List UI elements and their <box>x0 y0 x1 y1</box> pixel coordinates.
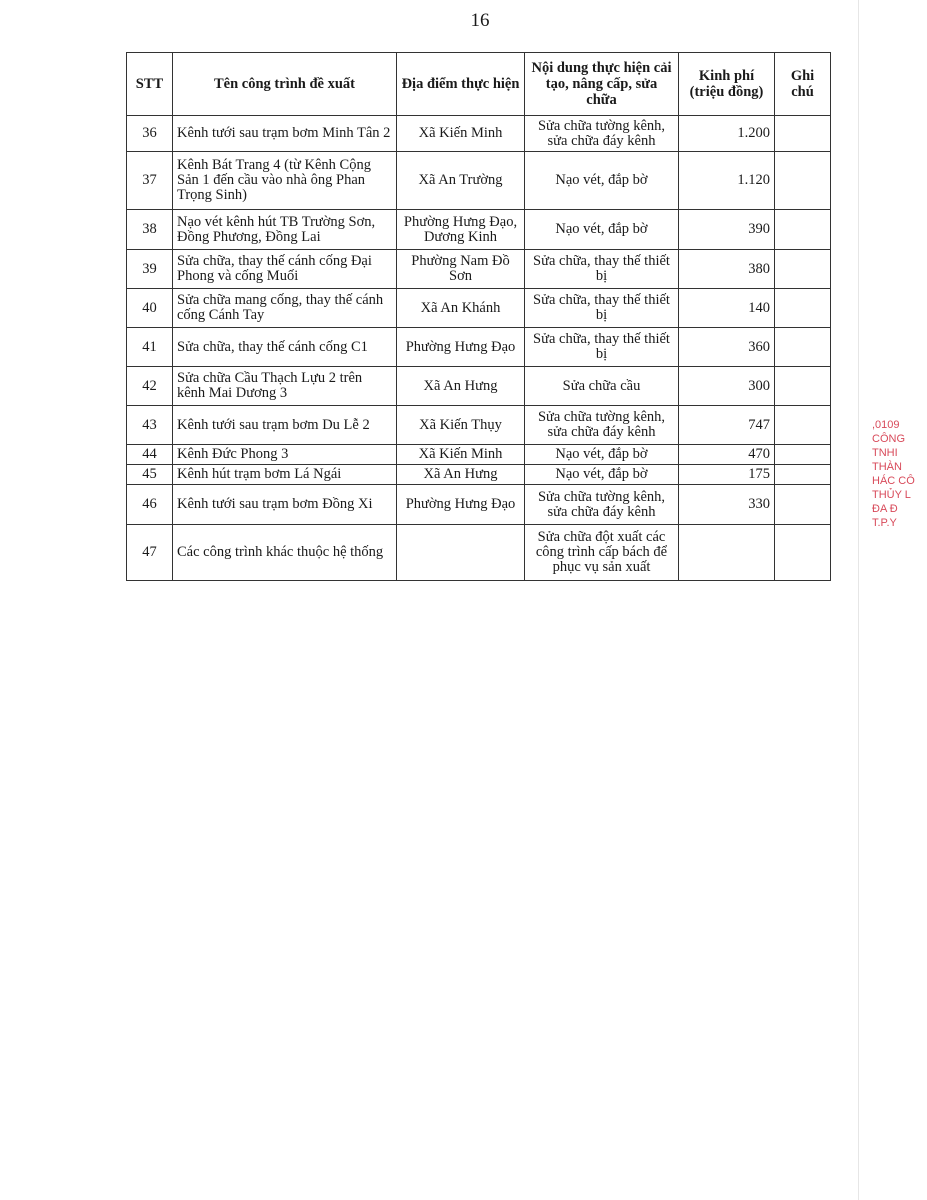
cell-location: Phường Hưng Đạo, Dương Kinh <box>397 210 525 250</box>
cell-name: Các công trình khác thuộc hệ thống <box>173 525 397 581</box>
cell-name: Kênh hút trạm bơm Lá Ngái <box>173 465 397 485</box>
cell-content: Sửa chữa đột xuất các công trình cấp bách để phục vụ sản xuất <box>525 525 679 581</box>
cell-cost: 747 <box>679 406 775 445</box>
cell-cost: 360 <box>679 328 775 367</box>
cell-content: Sửa chữa, thay thế thiết bị <box>525 250 679 289</box>
cell-note <box>775 406 831 445</box>
cell-name: Sửa chữa, thay thế cánh cống Đại Phong và cống Muối <box>173 250 397 289</box>
table-row <box>127 289 831 328</box>
cell-content: Sửa chữa cầu <box>525 367 679 406</box>
table-row <box>127 485 831 525</box>
cell-note <box>775 250 831 289</box>
table-row <box>127 367 831 406</box>
cell-content: Sửa chữa, thay thế thiết bị <box>525 328 679 367</box>
cell-location: Xã Kiến Thụy <box>397 406 525 445</box>
cell-location: Phường Hưng Đạo <box>397 485 525 525</box>
cell-note <box>775 485 831 525</box>
table-row <box>127 445 831 465</box>
cell-location: Xã An Hưng <box>397 465 525 485</box>
table-row <box>127 465 831 485</box>
cell-name: Kênh tưới sau trạm bơm Du Lễ 2 <box>173 406 397 445</box>
cell-name: Sửa chữa Cầu Thạch Lựu 2 trên kênh Mai Dương 3 <box>173 367 397 406</box>
table-row <box>127 328 831 367</box>
cell-stt: 45 <box>127 465 173 485</box>
header-cost: Kinh phí (triệu đồng) <box>679 53 775 116</box>
cell-stt: 42 <box>127 367 173 406</box>
cell-note <box>775 367 831 406</box>
cell-note <box>775 289 831 328</box>
cell-note <box>775 116 831 152</box>
cell-content: Sửa chữa, thay thế thiết bị <box>525 289 679 328</box>
cell-note <box>775 210 831 250</box>
table-row <box>127 210 831 250</box>
cell-content: Sửa chữa tường kênh, sửa chữa đáy kênh <box>525 485 679 525</box>
header-stt: STT <box>127 53 173 116</box>
cell-location: Xã An Khánh <box>397 289 525 328</box>
page-edge-line <box>858 0 859 1200</box>
cell-location: Xã An Trường <box>397 152 525 210</box>
cell-name: Kênh tưới sau trạm bơm Minh Tân 2 <box>173 116 397 152</box>
cell-location: Phường Hưng Đạo <box>397 328 525 367</box>
cell-stt: 46 <box>127 485 173 525</box>
cell-stt: 36 <box>127 116 173 152</box>
cell-name: Kênh Đức Phong 3 <box>173 445 397 465</box>
cell-cost <box>679 525 775 581</box>
cell-note <box>775 445 831 465</box>
cell-name: Sửa chữa, thay thế cánh cống C1 <box>173 328 397 367</box>
cell-stt: 39 <box>127 250 173 289</box>
table-row <box>127 116 831 152</box>
table-header-row <box>127 53 831 116</box>
cell-note <box>775 465 831 485</box>
header-location: Địa điểm thực hiện <box>397 53 525 116</box>
cell-note <box>775 328 831 367</box>
cell-cost: 1.120 <box>679 152 775 210</box>
cell-content: Sửa chữa tường kênh, sửa chữa đáy kênh <box>525 116 679 152</box>
company-stamp: ,0109 CÔNG TNHI THÀN HÁC CÔ THỦY L ĐA Đ T.P.Y <box>872 419 915 529</box>
cell-content: Nạo vét, đắp bờ <box>525 465 679 485</box>
cell-cost: 390 <box>679 210 775 250</box>
cell-stt: 37 <box>127 152 173 210</box>
cell-location: Xã Kiến Minh <box>397 445 525 465</box>
cell-cost: 1.200 <box>679 116 775 152</box>
cell-cost: 175 <box>679 465 775 485</box>
header-name: Tên công trình đề xuất <box>173 53 397 116</box>
cell-cost: 300 <box>679 367 775 406</box>
cell-cost: 380 <box>679 250 775 289</box>
cell-stt: 38 <box>127 210 173 250</box>
table-row <box>127 152 831 210</box>
header-note: Ghi chú <box>775 53 831 116</box>
cell-note <box>775 152 831 210</box>
page-number: 16 <box>470 10 490 31</box>
cell-location <box>397 525 525 581</box>
works-table <box>126 52 831 581</box>
header-content: Nội dung thực hiện cải tạo, nâng cấp, sửa chữa <box>525 53 679 116</box>
table-row <box>127 525 831 581</box>
cell-name: Kênh tưới sau trạm bơm Đồng Xi <box>173 485 397 525</box>
cell-name: Nạo vét kênh hút TB Trường Sơn, Đồng Phương, Đồng Lai <box>173 210 397 250</box>
cell-stt: 47 <box>127 525 173 581</box>
cell-content: Nạo vét, đắp bờ <box>525 445 679 465</box>
cell-location: Xã Kiến Minh <box>397 116 525 152</box>
cell-stt: 44 <box>127 445 173 465</box>
cell-location: Phường Nam Đồ Sơn <box>397 250 525 289</box>
cell-name: Sửa chữa mang cống, thay thế cánh cống Cánh Tay <box>173 289 397 328</box>
cell-content: Nạo vét, đắp bờ <box>525 210 679 250</box>
cell-cost: 330 <box>679 485 775 525</box>
cell-note <box>775 525 831 581</box>
cell-stt: 40 <box>127 289 173 328</box>
cell-cost: 140 <box>679 289 775 328</box>
cell-name: Kênh Bát Trang 4 (từ Kênh Cộng Sản 1 đến cầu vào nhà ông Phan Trọng Sinh) <box>173 152 397 210</box>
cell-cost: 470 <box>679 445 775 465</box>
cell-location: Xã An Hưng <box>397 367 525 406</box>
cell-content: Nạo vét, đắp bờ <box>525 152 679 210</box>
table-row <box>127 406 831 445</box>
table-row <box>127 250 831 289</box>
cell-content: Sửa chữa tường kênh, sửa chữa đáy kênh <box>525 406 679 445</box>
cell-stt: 43 <box>127 406 173 445</box>
cell-stt: 41 <box>127 328 173 367</box>
